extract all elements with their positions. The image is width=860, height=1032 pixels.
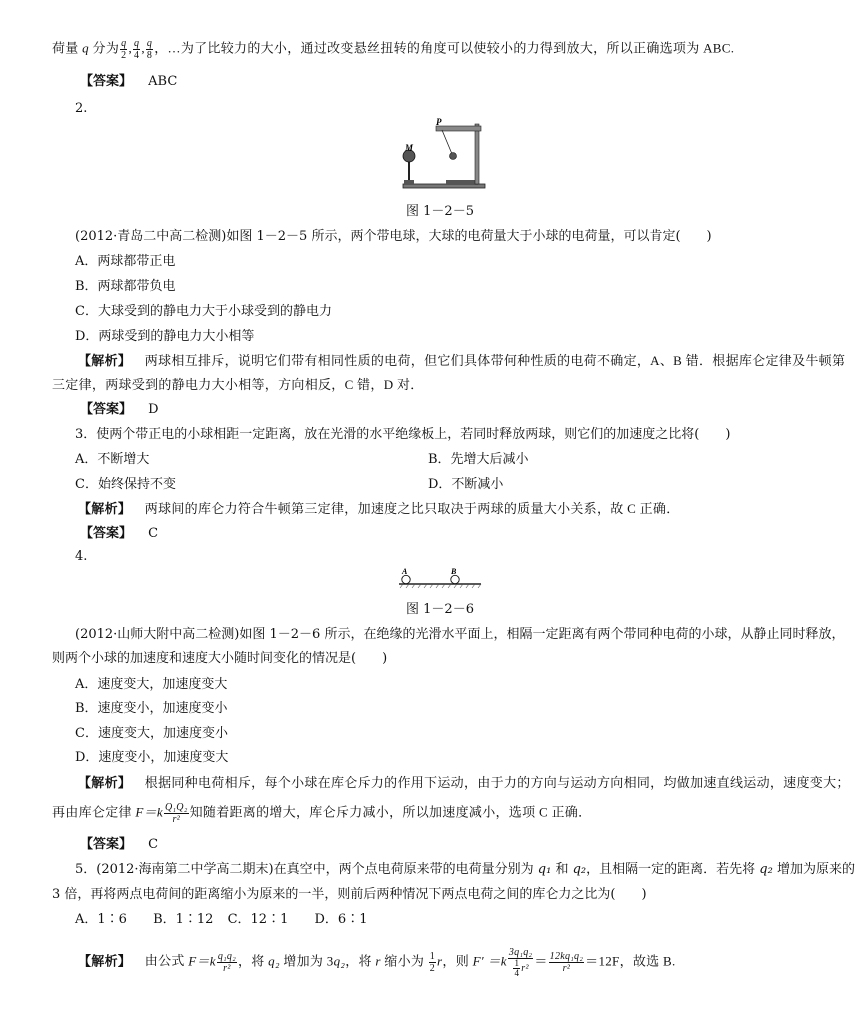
continuation-line: 荷量 q 分为 $\frac{q}{2}$ , $\frac{q}{4}$ , $\frac{q}{8}$ ，…为了比较力的大小，通过改变悬丝扭转的角度可以使较小的力得到放大，所以正确选项为 ABC. bbox=[52, 38, 735, 61]
formula-fraction: $\frac{\text{q₁q₂}}{\text{r²}}$ bbox=[217, 951, 236, 974]
option-a: A．两球都带正电 bbox=[75, 254, 176, 269]
analysis-text-b: 知随着距离的增大，库仑斥力减小，所以加速度减小，选项 C 正确． bbox=[189, 804, 592, 820]
analysis-pre: 由公式 bbox=[144, 953, 189, 969]
option-c: C．12∶1 bbox=[227, 912, 289, 927]
analysis-text: 两球间的库仑力符合牛顿第三定律，加速度之比只取决于两球的质量大小关系，故 C 正确． bbox=[144, 501, 680, 516]
analysis-mid-1: ，将 bbox=[238, 953, 269, 969]
analysis-line-1 bbox=[78, 352, 845, 370]
analysis-line-1 bbox=[78, 774, 850, 792]
analysis-mid-4: 缩小为 bbox=[380, 953, 428, 969]
option-c: C．速度变大，加速度变小 bbox=[75, 726, 228, 741]
analysis-mid-3: ，将 bbox=[345, 953, 376, 969]
figure-1-2-6 bbox=[395, 568, 485, 592]
half-fraction: $\frac{1}{2}$ bbox=[429, 951, 436, 974]
label-m: M bbox=[405, 143, 414, 153]
analysis-line-2 bbox=[52, 802, 591, 825]
charge-q2-b: q₂ bbox=[759, 862, 773, 877]
question-stem-line-2: 3 倍，再将两点电荷间的距离缩小为原来的一半，则前后两种情况下两点电荷之间的库仑力之比为( ) bbox=[52, 887, 647, 902]
fraction-q-4: $\frac{q}{4}$ bbox=[134, 38, 140, 61]
text-rest: ，…为了比较力的大小，通过改变悬丝扭转的角度可以使较小的力得到放大，所以正确选项为 ABC. bbox=[154, 40, 735, 56]
analysis-line bbox=[78, 947, 676, 978]
answer-line bbox=[80, 401, 159, 419]
analysis-text: 两球相互排斥，说明它们带有相同性质的电荷，但它们具体带何种性质的电荷不确定，A、B 错．根据库仑定律及牛顿第 bbox=[144, 353, 846, 368]
option-d: D．两球受到的静电力大小相等 bbox=[75, 329, 255, 344]
answer-value: ABC bbox=[148, 74, 178, 89]
left-stand-base bbox=[404, 180, 414, 184]
text-prefix: 荷量 bbox=[52, 40, 79, 56]
analysis-label: 【解析】 bbox=[78, 953, 132, 969]
question-stem-line-1 bbox=[75, 861, 855, 879]
formula-f: F＝k bbox=[135, 804, 163, 820]
suspension-thread bbox=[442, 130, 452, 154]
analysis-label: 【解析】 bbox=[78, 501, 132, 516]
answer-value: C bbox=[148, 837, 159, 852]
options-row bbox=[75, 911, 367, 929]
answer-value: D bbox=[148, 402, 159, 417]
stem-and: 和 bbox=[551, 862, 573, 877]
stem-text-c: 增加为原来的 bbox=[772, 862, 855, 877]
ball-b bbox=[451, 575, 459, 583]
right-stand-arm bbox=[436, 126, 481, 131]
analysis-end: ＝12F，故选 B. bbox=[585, 953, 676, 969]
answer-line bbox=[80, 525, 158, 543]
stem-text-a: 5．(2012·海南第二中学高二期末)在真空中，两个点电荷原来带的电荷量分别为 bbox=[75, 862, 538, 877]
charge-q2: q₂ bbox=[268, 953, 280, 969]
answer-value: C bbox=[148, 526, 159, 541]
ball-a bbox=[402, 575, 410, 583]
answer-line bbox=[80, 73, 177, 91]
question-number: 4. bbox=[75, 549, 88, 564]
right-stand-pole bbox=[475, 124, 479, 184]
option-a: A．不断增大 bbox=[75, 452, 150, 467]
ball-p bbox=[450, 153, 457, 160]
analysis-label: 【解析】 bbox=[78, 353, 132, 368]
answer-label: 【答案】 bbox=[80, 402, 133, 417]
analysis-line-2: 三定律，两球受到的静电力大小相等，方向相反，C 错，D 对． bbox=[52, 377, 424, 392]
formula-f-prime: F′ ＝k bbox=[472, 953, 507, 969]
fraction-q-8: $\frac{q}{8}$ bbox=[146, 38, 153, 61]
answer-label: 【答案】 bbox=[80, 837, 133, 852]
charge-q1: q₁ bbox=[537, 862, 552, 877]
right-stand-base bbox=[446, 180, 478, 185]
charge-q: q bbox=[82, 40, 89, 56]
option-b: B．两球都带负电 bbox=[75, 279, 176, 294]
analysis-label: 【解析】 bbox=[78, 775, 132, 790]
complex-fraction: 3q₁q₂ $\frac{1}{4}$ r² bbox=[508, 947, 533, 978]
result-fraction: $\frac{\text{12kq₁q₂}}{\text{r²}}$ bbox=[549, 951, 584, 974]
analysis-text-a: 再由库仑定律 bbox=[52, 804, 132, 820]
question-number: 2. bbox=[75, 101, 88, 116]
distance-r: r bbox=[375, 953, 381, 969]
fraction-q-2: $\frac{q}{2}$ bbox=[121, 38, 127, 61]
analysis-line bbox=[78, 500, 680, 518]
question-stem: 3．使两个带正电的小球相距一定距离，放在光滑的水平绝缘板上，若同时释放两球，则它们的加速度之比将( ) bbox=[75, 427, 731, 442]
question-stem-line-2: 则两个小球的加速度和速度大小随时间变化的情况是( ) bbox=[52, 651, 388, 666]
label-p: P bbox=[436, 118, 442, 127]
charge-q2-new: q₂ bbox=[333, 953, 346, 969]
analysis-mid-5: ，则 bbox=[442, 953, 473, 969]
label-a: A bbox=[402, 568, 408, 576]
option-a: A．1∶6 bbox=[75, 912, 127, 927]
formula-f: F＝k bbox=[188, 953, 216, 969]
option-a: A．速度变大，加速度变大 bbox=[75, 677, 228, 692]
analysis-text: 根据同种电荷相斥，每个小球在库仑斥力的作用下运动，由于力的方向与运动方向相同，均做加速直线运动，速度变大； bbox=[144, 775, 850, 790]
text-mid: 分为 bbox=[92, 40, 120, 56]
option-d: D．6∶1 bbox=[314, 912, 368, 927]
answer-line bbox=[80, 836, 158, 854]
stem-text-b: ，且相隔一定的距离．若先将 bbox=[586, 862, 760, 877]
analysis-mid-2: 增加为 3 bbox=[279, 953, 334, 969]
option-d: D．不断减小 bbox=[428, 477, 504, 492]
label-b: B bbox=[451, 568, 457, 576]
distance-r-new: r bbox=[437, 953, 443, 969]
charge-q2: q₂ bbox=[572, 862, 587, 877]
option-b: B．速度变小，加速度变小 bbox=[75, 701, 228, 716]
figure-caption: 图 1－2－6 bbox=[406, 602, 474, 617]
equals-sign: ＝ bbox=[534, 953, 548, 969]
figure-1-2-5 bbox=[398, 118, 498, 198]
option-b: B．先增大后减小 bbox=[428, 452, 529, 467]
option-c: C．大球受到的静电力大于小球受到的静电力 bbox=[75, 304, 332, 319]
question-stem: (2012·青岛二中高二检测)如图 1－2－5 所示，两个带电球，大球的电荷量大于小球的电荷量，可以肯定( ) bbox=[75, 229, 712, 244]
answer-label: 【答案】 bbox=[80, 74, 133, 89]
formula-fraction: $\frac{\text{Q₁Q₂}}{\text{r²}}$ bbox=[165, 802, 188, 825]
option-d: D．速度变小，加速度变大 bbox=[75, 750, 229, 765]
option-c: C．始终保持不变 bbox=[75, 477, 176, 492]
answer-label: 【答案】 bbox=[80, 526, 133, 541]
figure-caption: 图 1－2－5 bbox=[406, 204, 474, 219]
option-b: B．1∶12 bbox=[153, 912, 214, 927]
question-stem-line-1: (2012·山师大附中高二检测)如图 1－2－6 所示，在绝缘的光滑水平面上，相隔一定距离有两个带同种电荷的小球，从静止同时释放， bbox=[75, 627, 845, 642]
